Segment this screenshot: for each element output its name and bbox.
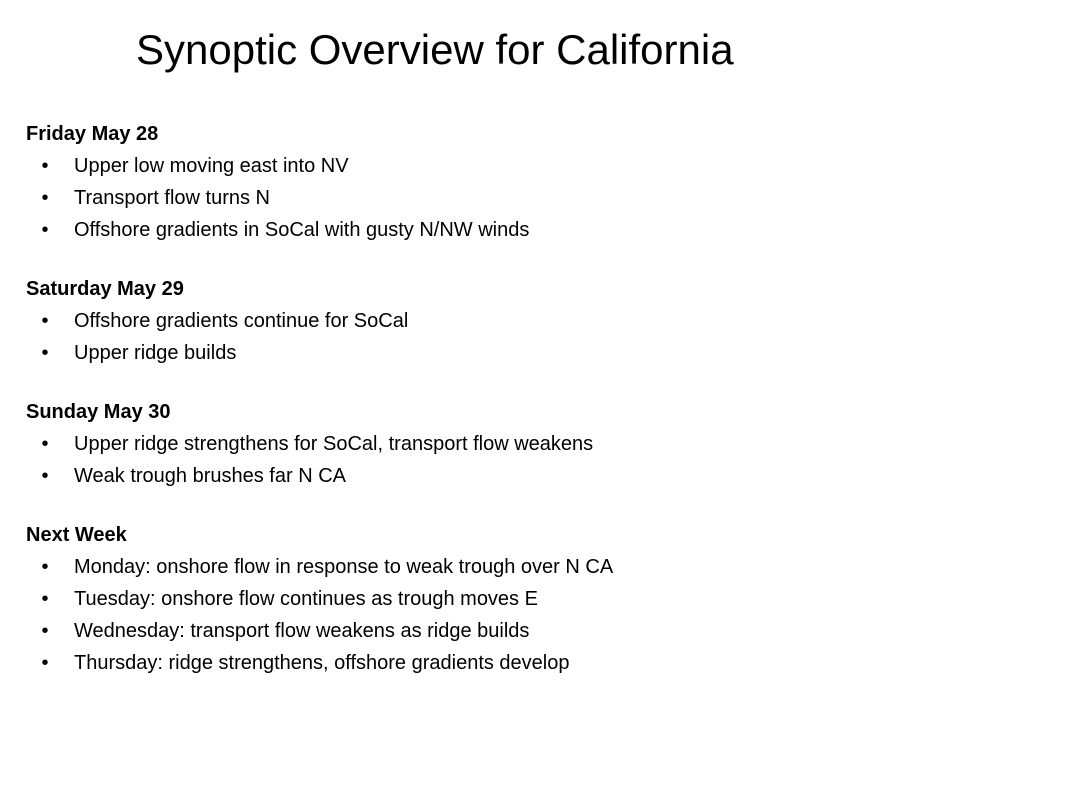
bullet-icon: • [41, 155, 49, 177]
section-heading: Saturday May 29 [26, 278, 184, 300]
section-heading: Next Week [26, 524, 127, 546]
bullet-text: Monday: onshore flow in response to weak trough over N CA [74, 556, 614, 578]
bullet-icon: • [41, 652, 49, 674]
bullet-item [26, 460, 1026, 492]
section-heading: Sunday May 30 [26, 401, 171, 423]
section-friday [26, 118, 1026, 246]
bullet-icon: • [41, 219, 49, 241]
bullet-item [26, 182, 1026, 214]
bullet-text: Thursday: ridge strengthens, offshore gradients develop [74, 652, 570, 674]
bullet-icon: • [41, 342, 49, 364]
bullet-list [26, 150, 1026, 246]
bullet-text: Upper low moving east into NV [74, 155, 349, 177]
bullet-item [26, 428, 1026, 460]
bullet-text: Weak trough brushes far N CA [74, 465, 346, 487]
bullet-list [26, 305, 1026, 369]
section-heading: Friday May 28 [26, 123, 159, 145]
bullet-text: Tuesday: onshore flow continues as trough moves E [74, 588, 538, 610]
bullet-item [26, 551, 1026, 583]
bullet-icon: • [41, 433, 49, 455]
bullet-icon: • [41, 310, 49, 332]
bullet-list [26, 551, 1026, 679]
bullet-text: Upper ridge builds [74, 342, 237, 364]
slide-content [26, 118, 1026, 706]
bullet-item [26, 615, 1026, 647]
bullet-item [26, 337, 1026, 369]
bullet-text: Upper ridge strengthens for SoCal, transport flow weakens [74, 433, 594, 455]
bullet-icon: • [41, 187, 49, 209]
bullet-list [26, 428, 1026, 492]
bullet-item [26, 583, 1026, 615]
bullet-icon: • [41, 620, 49, 642]
section-next-week [26, 519, 1026, 679]
section-saturday [26, 273, 1026, 369]
bullet-icon: • [41, 465, 49, 487]
bullet-text: Offshore gradients in SoCal with gusty N/NW winds [74, 219, 530, 241]
bullet-item [26, 647, 1026, 679]
bullet-icon: • [41, 556, 49, 578]
bullet-item [26, 305, 1026, 337]
bullet-text: Offshore gradients continue for SoCal [74, 310, 409, 332]
bullet-text: Transport flow turns N [74, 187, 270, 209]
section-sunday [26, 396, 1026, 492]
bullet-text: Wednesday: transport flow weakens as ridge builds [74, 620, 530, 642]
bullet-icon: • [41, 588, 49, 610]
slide-title: Synoptic Overview for California [136, 26, 734, 73]
bullet-item [26, 150, 1026, 182]
bullet-item [26, 214, 1026, 246]
